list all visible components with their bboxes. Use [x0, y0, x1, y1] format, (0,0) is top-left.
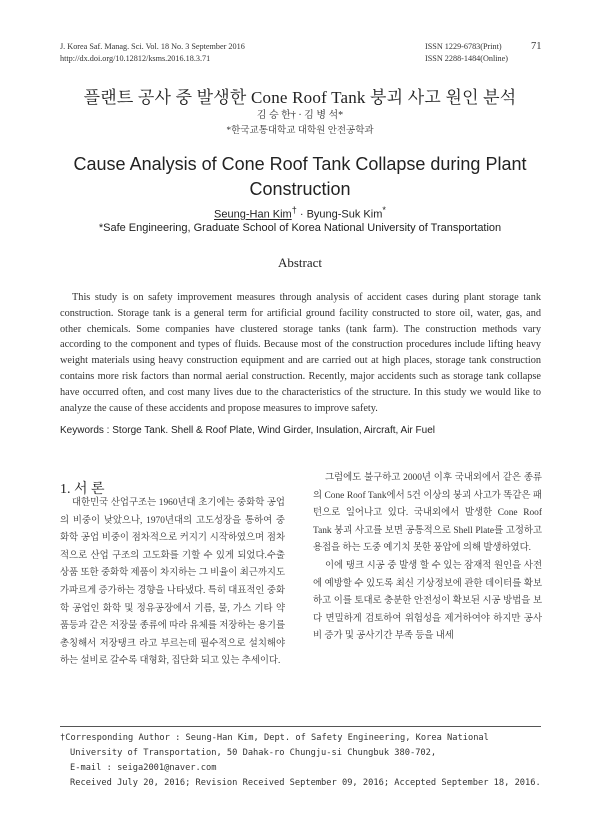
korean-title: 플랜트 공사 중 발생한 Cone Roof Tank 붕괴 사고 원인 분석	[83, 88, 517, 107]
body-column-right	[313, 470, 542, 646]
abstract-heading: Abstract	[277, 255, 323, 270]
english-title-line-1: Cause Analysis of Cone Roof Tank Collapse during Plant	[73, 154, 527, 174]
footnote	[60, 731, 541, 791]
body-paragraph: 그럼에도 불구하고 2000년 이후 국내외에서 같은 종류의 Cone Roof Tank에서 5건 이상의 붕괴 사고가 똑같은 패턴으로 일어나고 있다. 국내외에서 발생한 Cone Roof Tank 붕괴 사고를 보면 공통적으로 Shell Plate를 고정하고 용접을 하는 도중 예기치 못한 풍압에 의해 발생하였다.	[313, 473, 542, 554]
korean-affiliation: *한국교통대학교 대학원 안전공학과	[226, 126, 374, 136]
page-number: 71	[531, 41, 542, 52]
footnote-dates: Received July 20, 2016; Revision Received September 09, 2016; Accepted September 18, 2016.	[70, 778, 541, 788]
footnote-divider	[60, 726, 541, 727]
english-title-line-2: Construction	[249, 179, 351, 199]
author-separator: ·	[296, 208, 307, 221]
author-name-2: Byung-Suk Kim	[306, 208, 383, 221]
issn-print: ISSN 1229-6783(Print)	[425, 42, 502, 51]
journal-citation: J. Korea Saf. Manag. Sci. Vol. 18 No. 3 September 2016	[60, 42, 245, 51]
abstract-text: This study is on safety improvement measures through analysis of accident cases during plant storage tank construction. Storage tank is a general term for artificial ground facility constructed to store oil, water, gas, and other chemicals. Some companies have clustered storage tanks (tank farm). The construction methods vary according to the component and types of fluids. Because most of the construction procedures include lifting heavy weight materials using heavy construction equipment and are carried out at high places, storage tank construction contains more risk factors than normal aerial construction. Recently, major accidents such as storage tank collapse have occurred often, and cost many lives due to the characteristics of the structure. In this study we would like to analyze the cause of these accidents and propose measures to improve safety.	[60, 292, 541, 414]
issn-online: ISSN 2288-1484(Online)	[425, 53, 509, 63]
english-title	[60, 152, 540, 202]
running-header-right	[425, 41, 508, 64]
body-paragraph: 대한민국 산업구조는 1960년대 초기에는 중화학 공업의 비중이 낮았으나, 1970년대의 고도성장을 통하여 중화학 공업 비중이 점차적으로 커지기 시작하였으며 점차적으로 산업 구조의 고도화를 기할 수 있게 되었다.수출상품 또한 중화학 제품이 차지하는 그 비율이 최근까지도 가파르게 증가하는 경향을 나타냈다. 특히 대표적인 중화학 공업인 화학 및 정유공장에서 기름, 물, 가스 기타 약품등과 같은 저장물 종류에 따라 유체를 저장하는 용기를 총칭해서 저장탱크 라고 부르는데 필수적으로 설치해야 하는 설비로 갈수록 대형화, 집단화 되고 있는 추세이다.	[60, 498, 285, 667]
running-header-left	[60, 41, 245, 64]
footnote-corresponding-author: †Corresponding Author : Seung-Han Kim, Dept. of Safety Engineering, Korea National	[60, 733, 489, 743]
english-affiliation: *Safe Engineering, Graduate School of Korea National University of Transportation	[98, 222, 502, 234]
footnote-email[interactable]: E-mail : seiga2001@naver.com	[70, 763, 217, 773]
doi-link[interactable]: http://dx.doi.org/10.12812/ksms.2016.18.3.71	[60, 53, 211, 63]
korean-authors: 김 승 한† · 김 병 석*	[256, 110, 344, 121]
author-name-1: Seung-Han Kim	[214, 208, 292, 221]
section-heading-introduction: 1. 서 론	[60, 482, 105, 497]
body-paragraph: 이에 탱크 시공 중 발생 할 수 있는 잠재적 원인을 사전에 예방할 수 있도록 최신 기상정보에 관한 데이터를 확보하고 이를 토대로 충분한 안전성이 확보된 시공 방법을 보다 면밀하게 검토하여 위험성을 제거하여야 하지만 공사비 증가 및 공사기간 부족 등을 내세	[313, 560, 542, 642]
english-authors	[0, 205, 600, 221]
footnote-address: University of Transportation, 50 Dahak-ro Chungju-si Chungbuk 380-702,	[70, 748, 437, 758]
affiliation-mark: *	[382, 205, 386, 215]
corresponding-mark: †	[291, 205, 297, 215]
body-column-left	[60, 495, 285, 671]
keywords: Keywords : Storge Tank. Shell & Roof Plate, Wind Girder, Insulation, Aircraft, Air Fuel	[60, 425, 435, 436]
